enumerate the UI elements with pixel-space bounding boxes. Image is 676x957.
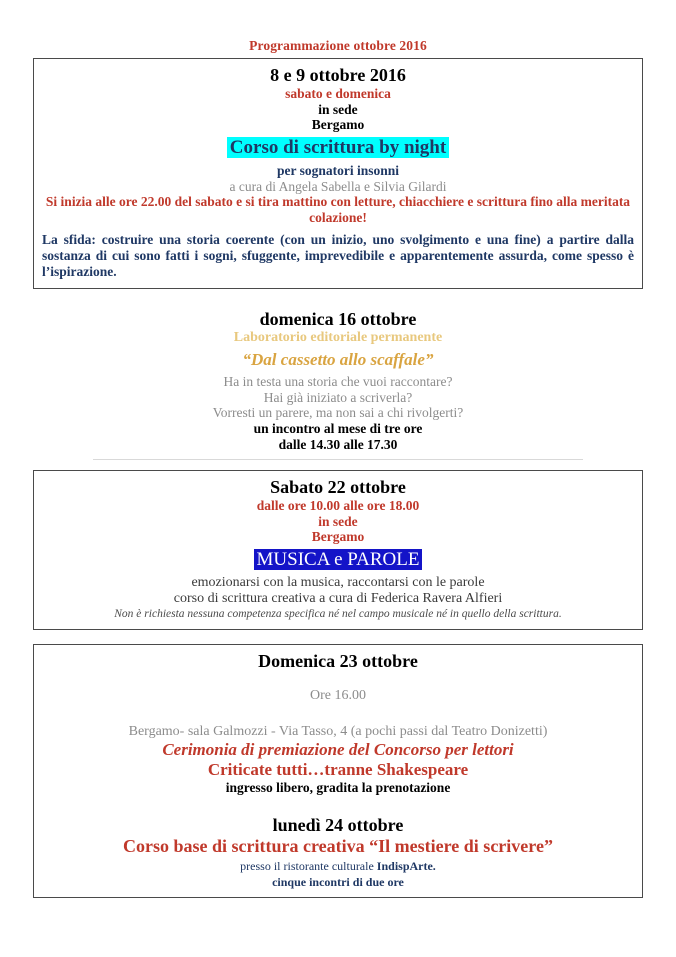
section1-event-title: Corso di scrittura by night: [227, 137, 449, 158]
section4-date-2: lunedì 24 ottobre: [272, 815, 404, 836]
section2-event-title: “Dal cassetto allo scaffale”: [242, 350, 434, 370]
section1-schedule: Si inizia alle ore 22.00 del sabato e si tira mattino con letture, chiacchiere e scrittura fino alla meritata colazione!: [45, 194, 631, 225]
section1-description: La sfida: costruire una storia coerente (con un inizio, uno svolgimento e una fine) a partire dalla sostanza di cui sono fatti i sogni, sfuggente, imprevedibile e apparentemente assurda, come spesso è l’ispirazione.: [42, 231, 634, 279]
section4-location-2-name: IndispArte.: [376, 859, 436, 874]
section4-ceremony: Cerimonia di premiazione del Concorso per lettori: [162, 740, 514, 760]
page-title: Programmazione ottobre 2016: [249, 38, 427, 53]
section-premiazione-e-corso-base: [33, 644, 643, 899]
section3-date: Sabato 22 ottobre: [270, 477, 406, 498]
section1-date: 8 e 9 ottobre 2016: [270, 65, 406, 85]
section2-question-2: Hai già iniziato a scriverla?: [263, 389, 413, 405]
section4-date: Domenica 23 ottobre: [258, 650, 418, 671]
section1-event-title-wrap: [42, 137, 634, 159]
section2-question-3: Vorresti un parere, ma non sai a chi rivolgerti?: [212, 405, 464, 421]
section3-venue-line2: Bergamo: [311, 529, 365, 545]
section4-ceremony-title: Criticate tutti…tranne Shakespeare: [207, 759, 469, 779]
section4-location-2-prefix: presso il ristorante culturale: [240, 859, 377, 874]
section3-note: Non è richiesta nessuna competenza specifica né nel campo musicale né in quello della scrittura.: [114, 607, 562, 620]
section3-venue-line1: in sede: [318, 513, 358, 529]
section2-hours: dalle 14.30 alle 17.30: [278, 436, 398, 452]
section1-venue-line2: Bergamo: [311, 117, 365, 133]
section3-course-line: corso di scrittura creativa a cura di Federica Ravera Alfieri: [173, 591, 503, 607]
section-musica-e-parole: [33, 470, 643, 630]
section2-kicker: Laboratorio editoriale permanente: [233, 329, 443, 345]
section1-subtitle: per sognatori insonni: [276, 162, 400, 178]
section-corso-scrittura-by-night: [33, 58, 643, 289]
section4-time: Ore 16.00: [310, 687, 366, 703]
section2-date: domenica 16 ottobre: [259, 309, 417, 330]
section3-event-title-wrap: [42, 549, 634, 571]
section2-frequency: un incontro al mese di tre ore: [253, 420, 423, 436]
section4-event-title-2: Corso base di scrittura creativa “Il mestiere di scrivere”: [123, 836, 553, 857]
section1-venue-line1: in sede: [318, 101, 358, 117]
section1-curators: a cura di Angela Sabella e Silvia Gilardi: [229, 178, 447, 194]
section1-weekday: sabato e domenica: [285, 85, 391, 101]
section4-entry: ingresso libero, gradita la prenotazione: [225, 779, 451, 795]
section3-tagline: emozionarsi con la musica, raccontarsi con le parole: [191, 575, 485, 591]
section4-sessions-2: cinque incontri di due ore: [272, 874, 404, 889]
section-laboratorio-editoriale: [33, 309, 643, 460]
section3-event-title: MUSICA e PAROLE: [254, 549, 423, 570]
section4-address: Bergamo- sala Galmozzi - Via Tasso, 4 (a pochi passi dal Teatro Donizetti): [128, 723, 548, 739]
section2-question-1: Ha in testa una storia che vuoi raccontare?: [223, 373, 453, 389]
section4-location-2: [42, 857, 634, 876]
section3-hours: dalle ore 10.00 alle ore 18.00: [256, 498, 420, 514]
